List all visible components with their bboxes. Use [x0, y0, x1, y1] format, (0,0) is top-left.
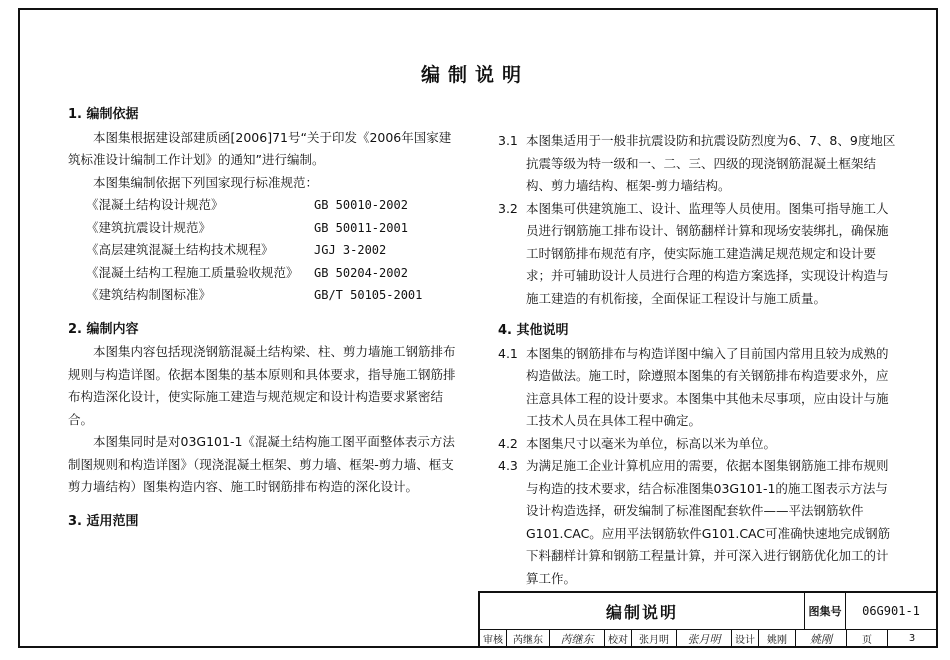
design-name: 姚刚 [759, 630, 796, 647]
section1-paragraph-2: 本图集编制依据下列国家现行标准规范： [93, 174, 319, 190]
standard-name: 《混凝土结构设计规范》 [86, 197, 224, 212]
item-text: 本图集适用于一般非抗震设防和抗震设防烈度为6、7、8、9度地区抗震等级为特一级和一、二、三、四级的现浇钢筋混凝土框架结构、剪力墙结构、框架-剪力墙结构。 [526, 133, 896, 193]
list-item [498, 455, 898, 590]
item-number: 4.2 [498, 435, 518, 451]
check-label: 校对 [605, 630, 632, 647]
check-name: 张月明 [632, 630, 677, 647]
list-item [498, 130, 898, 198]
list-item [498, 433, 898, 456]
item-text: 本图集可供建筑施工、设计、监理等人员使用。图集可指导施工人员进行钢筋施工排布设计、钢筋翻样计算和现场安装绑扎，确保施工时钢筋排布规范有序，使实际施工建造满足规范规定和设计要求；并可辅助设计人员进行合理的构造方案选择，实现设计构造与施工建造的有机衔接，全面保证工程设计与施工质量。 [526, 200, 889, 306]
standard-row [68, 239, 458, 262]
standard-row [68, 217, 458, 240]
section2-paragraph-1: 本图集内容包括现浇钢筋混凝土结构梁、柱、剪力墙施工钢筋排布规则与构造详图。依据本图集的基本原则和具体要求，指导施工钢筋排布构造深化设计，使实际施工建造与规范规定和设计构造要求紧密结合。 [68, 344, 456, 427]
standard-code: GB 50204-2002 [314, 265, 408, 280]
item-text: 为满足施工企业计算机应用的需要，依据本图集钢筋施工排布规则与构造的技术要求，结合标准图集03G101-1的施工图表示方法与设计构造选择，研发编制了标准图配套软件——平法钢筋软件G101.CAC。应用平法钢筋软件G101.CAC可准确快速地完成钢筋下料翻样计算和钢筋工程量计算，并可深入进行钢筋优化加工的计算工作。 [526, 458, 891, 586]
left-column [68, 104, 458, 533]
atlas-number: 06G901-1 [862, 604, 920, 618]
list-item [498, 198, 898, 311]
page-title: 编制说明 [420, 64, 529, 86]
design-signature: 姚刚 [796, 630, 847, 647]
standard-row [68, 194, 458, 217]
standard-row [68, 262, 458, 285]
standard-name: 《建筑结构制图标准》 [86, 287, 212, 302]
standard-code: GB/T 50105-2001 [314, 288, 423, 302]
section3-heading: 3. 适用范围 [68, 513, 139, 529]
item-number: 4.3 [498, 458, 518, 473]
standard-name: 《混凝土结构工程施工质量验收规范》 [86, 264, 299, 280]
standard-code: GB 50010-2002 [314, 198, 408, 212]
atlas-number-label: 图集号 [805, 593, 846, 629]
review-label: 审核 [480, 630, 507, 647]
item-number: 3.2 [498, 200, 518, 216]
item-text: 本图集的钢筋排布与构造详图中编入了目前国内常用且较为成熟的构造做法。施工时，除遵照本图集的有关钢筋排布构造要求外，应注意具体工程的设计要求。本图集中其他未尽事项，应由设计与施工技术人员在具体工程中确定。 [526, 345, 889, 428]
standard-name: 《高层建筑混凝土结构技术规程》 [86, 242, 274, 257]
check-signature: 张月明 [677, 630, 732, 647]
page-label: 页 [847, 630, 888, 647]
review-signature: 芮继东 [550, 630, 605, 647]
standard-code: GB 50011-2001 [314, 220, 408, 235]
standard-name: 《建筑抗震设计规范》 [86, 219, 212, 235]
item-number: 3.1 [498, 133, 518, 148]
section4-heading: 4. 其他说明 [498, 323, 569, 338]
section1-heading: 1. 编制依据 [68, 107, 139, 122]
standard-code: JGJ 3-2002 [314, 243, 387, 257]
standard-row [68, 284, 458, 307]
review-name: 芮继东 [507, 630, 550, 647]
section2-paragraph-2: 本图集同时是对03G101-1《混凝土结构施工图平面整体表示方法制图规则和构造详图》（现浇混凝土框架、剪力墙、框架-剪力墙、框支剪力墙结构）图集构造内容、施工时钢筋排布构造的深化设计。 [68, 434, 455, 494]
section1-paragraph-1: 本图集根据建设部建质函[2006]71号“关于印发《2006年国家建筑标准设计编制工作计划》的通知”进行编制。 [68, 129, 452, 167]
title-block-title: 编制说明 [480, 593, 805, 629]
section2-heading: 2. 编制内容 [68, 321, 139, 337]
item-text: 本图集尺寸以毫米为单位，标高以米为单位。 [526, 435, 777, 451]
list-item [498, 343, 898, 433]
right-column [498, 130, 898, 590]
page-number: 3 [908, 633, 916, 644]
design-label: 设计 [732, 630, 759, 647]
title-block [478, 591, 936, 646]
item-number: 4.1 [498, 345, 518, 361]
